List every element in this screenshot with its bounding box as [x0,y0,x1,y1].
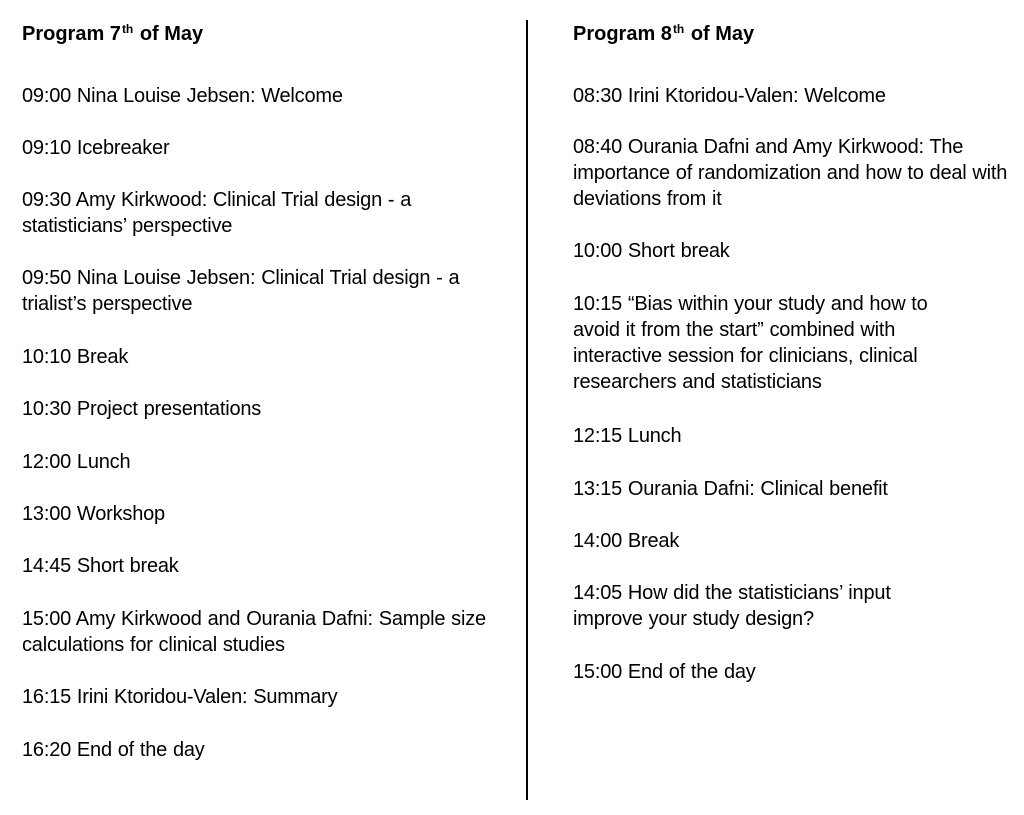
schedule-entry: 14:45 Short break [22,555,179,577]
program-day-2 [573,0,1018,815]
day-2-heading-suffix: of May [690,23,755,45]
schedule-entry: 08:30 Irini Ktoridou-Valen: Welcome [573,85,886,107]
day-1-heading [22,22,203,48]
day-2-heading [573,22,754,48]
day-2-heading-ordinal: th [672,22,685,36]
schedule-entry: 08:40 Ourania Dafni and Amy Kirkwood: The importance of randomization and how to deal with deviations from it [573,136,1008,210]
schedule-entry: 10:30 Project presentations [22,398,262,420]
schedule-entry: 09:00 Nina Louise Jebsen: Welcome [22,85,343,107]
schedule-entry: 15:00 Amy Kirkwood and Ourania Dafni: Sample size calculations for clinical studies [22,608,486,656]
schedule-entry: 13:15 Ourania Dafni: Clinical benefit [573,478,888,500]
schedule-entry: 16:20 End of the day [22,739,205,761]
schedule-entry: 12:00 Lunch [22,451,131,473]
schedule-entry: 14:05 How did the statisticians’ input improve your study design? [573,582,891,630]
schedule-entry: 15:00 End of the day [573,661,756,683]
day-1-heading-suffix: of May [139,23,204,45]
day-1-heading-ordinal: th [121,22,134,36]
schedule-entry: 12:15 Lunch [573,425,682,447]
schedule-entry: 10:15 “Bias within your study and how to avoid it from the start” combined with interactive session for clinicians, clinical researchers and statisticians [573,293,928,393]
schedule-entry: 10:00 Short break [573,240,730,262]
schedule-entry: 10:10 Break [22,346,129,368]
schedule-entry: 14:00 Break [573,530,680,552]
program-day-1 [22,0,502,815]
schedule-entry: 09:30 Amy Kirkwood: Clinical Trial design - a statisticians’ perspective [22,189,412,237]
schedule-entry: 09:10 Icebreaker [22,137,170,159]
schedule-entry: 16:15 Irini Ktoridou-Valen: Summary [22,686,338,708]
column-divider [526,20,528,800]
schedule-entry: 13:00 Workshop [22,503,165,525]
day-1-heading-prefix: Program 7 [22,23,121,45]
schedule-entry: 09:50 Nina Louise Jebsen: Clinical Trial design - a trialist’s perspective [22,267,460,315]
day-2-heading-prefix: Program 8 [573,23,672,45]
